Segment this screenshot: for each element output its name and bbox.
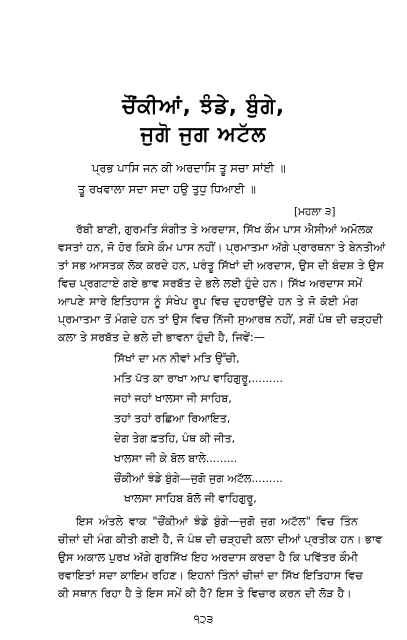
verse-line: ਮਤਿ ਪੱਤ ਕਾ ਰਾਖਾ ਆਪ ਵਾਹਿਗੁਰੂ,......... bbox=[114, 372, 284, 385]
paragraph-1-line: ਆਪਣੇ ਸਾਰੇ ਇਤਿਹਾਸ ਨੂੰ ਸੰਖੇਪ ਰੂਪ ਵਿਚ ਦੁਹਰਾਉਂਦੇ ਹਨ ਤੇ ਜੋ ਕੋਈ ਮੰਗ bbox=[58, 295, 358, 308]
paragraph-2-line: ਇਸ ਅੰਤਲੇ ਵਾਕ "ਚੌਂਕੀਆਂ ਝੰਡੇ ਬੁੰਗੇ—ਜੁਗੋ ਜੁਗ ਅਟੱਲ" ਵਿਚ ਤਿੰਨ bbox=[76, 515, 358, 528]
paragraph-2-line: ਚੀਜ਼ਾਂ ਦੀ ਮੰਗ ਕੀਤੀ ਗਈ ਹੈ, ਜੋ ਪੰਥ ਦੀ ਚੜ੍ਹਦੀ ਕਲਾ ਦੀਆਂ ਪ੍ਰਤੀਕ ਹਨ। ਭਾਵ bbox=[58, 533, 383, 546]
chapter-title-line-2: ਜੁਗੋ ਜੁਗ ਅਟੱਲ bbox=[140, 122, 267, 146]
verse-line: ਜਹਾਂ ਜਹਾਂ ਖਾਲਸਾ ਜੀ ਸਾਹਿਬ, bbox=[114, 392, 232, 405]
page-number: ੧੨੩ bbox=[193, 613, 214, 626]
paragraph-1-line: ਵਿਚ ਪ੍ਰਗਟਾਏ ਗਏ ਭਾਵ ਸਰਬੱਤ ਦੇ ਭਲੇ ਲਈ ਹੁੰਦੇ ਹਨ। ਸਿੱਖ ਅਰਦਾਸ ਸਮੇਂ bbox=[58, 277, 363, 290]
paragraph-1-line: ਰੱਬੀ ਬਾਣੀ, ਗੁਰਮਤਿ ਸੰਗੀਤ ਤੇ ਅਰਦਾਸ, ਸਿੱਖ ਕੌਮ ਪਾਸ ਐਸੀਆਂ ਅਮੋਲਕ bbox=[76, 223, 373, 236]
quote-line-2: ਤੂ ਰਖਵਾਲਾ ਸਦਾ ਸਦਾ ਹਉ ਤੁਧੁ ਧਿਆਈ ॥ bbox=[78, 182, 256, 196]
paragraph-2-line: ਉਸ ਅਕਾਲ ਪੁਰਖ ਅੱਗੇ ਗੁਰਸਿੱਖ ਇਹ ਅਰਦਾਸ ਕਰਦਾ ਹੈ ਕਿ ਪਵਿੱਤਰ ਕੌਮੀ bbox=[58, 551, 358, 564]
paragraph-1-line: ਵਸਤਾਂ ਹਨ, ਜੋ ਹੋਰ ਕਿਸੇ ਕੌਮ ਪਾਸ ਨਹੀਂ। ਪ੍ਰਮਾਤਮਾ ਅੱਗੇ ਪ੍ਰਾਰਥਨਾ ਤੇ ਬੇਨਤੀਆਂ bbox=[58, 241, 386, 254]
quote-line-1: ਪ੍ਰਭ ਪਾਸਿ ਜਨ ਕੀ ਅਰਦਾਸਿ ਤੂ ਸਚਾ ਸਾਂਈ ॥ bbox=[92, 161, 286, 175]
paragraph-1-line: ਤਾਂ ਸਭ ਆਸਤਕ ਲੋਕ ਕਰਦੇ ਹਨ, ਪਰੰਤੂ ਸਿੱਖਾਂ ਦੀ ਅਰਦਾਸ, ਉਸ ਦੀ ਬੰਦਸ਼ ਤੇ ਉਸ bbox=[58, 259, 384, 272]
verse-line: ਤਹਾਂ ਤਹਾਂ ਰਛਿਆ ਰਿਆਇਤ, bbox=[114, 412, 231, 425]
paragraph-2-line: ਕੀ ਸਥਾਨ ਰਿਹਾ ਹੈ ਤੇ ਇਸ ਸਮੇਂ ਕੀ ਹੈ? ਇਸ ਤੇ ਵਿਚਾਰ ਕਰਨ ਦੀ ਲੋੜ ਹੈ। bbox=[58, 587, 352, 600]
verse-line: ਖਾਲਸਾ ਸਾਹਿਬ ਬੋਲੋ ਜੀ ਵਾਹਿਗੁਰੂ, bbox=[124, 492, 257, 505]
paragraph-1-line: ਪ੍ਰਮਾਤਮਾ ਤੋਂ ਮੰਗਦੇ ਹਨ ਤਾਂ ਉਸ ਵਿਚ ਨਿੱਜੀ ਸੁਆਰਥ ਨਹੀਂ, ਸਗੋਂ ਪੰਥ ਦੀ ਚੜ੍ਹਦੀ bbox=[58, 313, 383, 326]
paragraph-2-line: ਰਵਾਇਤਾਂ ਸਦਾ ਕਾਇਮ ਰਹਿਣ। ਇਹਨਾਂ ਤਿੰਨਾਂ ਚੀਜ਼ਾਂ ਦਾ ਸਿੱਖ ਇਤਿਹਾਸ ਵਿਚ bbox=[58, 569, 363, 582]
verse-line: ਖਾਲਸਾ ਜੀ ਕੇ ਬੋਲ ਬਾਲੇ......... bbox=[114, 452, 238, 465]
chapter-title-line-1: ਚੌਂਕੀਆਂ, ਝੰਡੇ, ਬੁੰਗੇ, bbox=[122, 94, 285, 118]
verse-line: ਸਿੱਖਾਂ ਦਾ ਮਨ ਨੀਵਾਂ ਮਤਿ ਉੱਚੀ, bbox=[114, 352, 240, 365]
verse-line: ਚੌਂਕੀਆਂ ਝੰਡੇ ਬੁੰਗੇ—ਜੁਗੋ ਜੁਗ ਅਟੱਲ......... bbox=[114, 472, 283, 485]
verse-line: ਦੇਗ ਤੇਗ ਫ਼ਤਹਿ, ਪੰਥ ਕੀ ਜੀਤ, bbox=[114, 432, 236, 445]
quote-reference: [ਮਹਲਾ ੩] bbox=[294, 206, 336, 218]
paragraph-1-line: ਕਲਾ ਤੇ ਸਰਬੱਤ ਦੇ ਭਲੇ ਦੀ ਭਾਵਨਾ ਹੁੰਦੀ ਹੈ, ਜਿਵੇਂ:— bbox=[58, 331, 265, 344]
